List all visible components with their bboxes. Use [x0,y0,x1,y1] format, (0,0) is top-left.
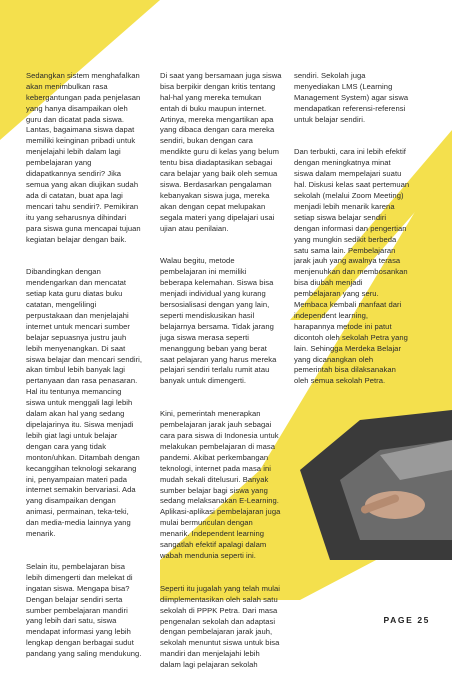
paragraph: Kini, pemerintah menerapkan pembelajaran jarak jauh sebagai cara para siswa di Indonesia untuk melakukan pembelajaran di masa pandemi. Akibat perkembangan teknologi, internet pada masa ini mudah sekali ditelusuri. Banyak sumber belajar bagi siswa yang sedang melaksanakan E-Learning. Aplikasi-aplikasi pembelajaran juga mulai bermunculan dengan menarik. Independent learning sangatlah efektif apalagi dalam wabah mendunia seperti ini. [160,409,281,560]
paragraph: Dan terbukti, cara ini lebih efektif dengan meningkatnya minat siswa dalam mempelajari suatu hal. Diskusi kelas saat pertemuan sekolah (melalui Zoom Meeting) menjadi lebih menarik karena setiap siswa belajar sendiri dengan informasi dan pengertian yang mungkin sedikit berbeda satu sama lain. Pembelajaran jarak jauh yang awalnya terasa menjenuhkan dan membosankan bisa diubah menjadi pembelajaran yang seru. Membaca kembali manfaat dari independent learning, harapannya metode ini patut dicontoh oleh sekolah Petra yang lain. Sehingga Merdeka Belajar yang dicanangkan oleh pemerintah bisa dilaksanakan oleh semua sekolah Petra. [294,147,410,386]
text-column-1 [26,60,154,682]
paragraph: Sedangkan sistem menghafalkan akan menimbulkan rasa kebergantungan pada penjelasan yang hanya disampaikan oleh guru dan dicatat pada siswa. Lantas, bagaimana siswa dapat memiliki keinginan pribadi untuk menjelajahi lebih dalam lagi pembelajaran yang didapatkannya sendiri? Jika semua yang akan diujikan sudah ada di catatan, buat apa lagi mencari tahu sendiri?. Pemikiran itu yang seharusnya dihindari para siswa guna mencapai tujuan kegiatan belajar dengan baik. [26,70,141,244]
paragraph: Seperti itu jugalah yang telah mulai diimplementasikan oleh salah satu sekolah di PPPK Petra. Dari masa pengenalan sekolah dan adaptasi dengan pembelajaran jarak jauh, sekolah menuntut siswa untuk bisa mandiri dan menjelajahi lebih dalam lagi pelajaran sekolah [160,583,280,670]
paragraph: Walau begitu, metode pembelajaran ini memiliki beberapa kelemahan. Siswa bisa menjadi individual yang kurang bersosialisasi dengan yang lain, seperti mendiskusikan hasil belajarnya bersama. Tidak jarang juga siswa merasa seperti menanggung beban yang berat saat pelajaran yang harus mereka pelajari sendiri terlalu rumit atau banyak untuk dimengerti. [160,256,277,386]
text-column-3 [294,60,422,409]
paragraph: Di saat yang bersamaan juga siswa bisa berpikir dengan kritis tentang hal-hal yang mereka temukan entah di buku maupun internet. Artinya, mereka mengartikan apa yang dibaca dengan cara mereka sendiri, bukan dengan cara mendikte guru di kelas yang belum tentu bisa diadaptasikan sebagai cara belajar yang baik oleh semua siswa. Berdasarkan pengalaman kebanyakan siswa juga, mereka akan dengan cepat melupakan segala materi yang dipelajari usai ujian atau penilaian. [160,70,282,233]
paragraph: Selain itu, pembelajaran bisa lebih dimengerti dan melekat di ingatan siswa. Mengapa bisa? Dengan belajar sendiri serta sumber pembelajaran mandiri yang lebih dari satu, siswa mendapat informasi yang lebih lengkap dengan berbagai sudut pandang yang saling mendukung. [26,561,142,659]
paragraph: Dibandingkan dengan mendengarkan dan mencatat setiap kata guru diatas buku catatan, mengelilingi perpustakaan dan menjelajahi internet untuk mencari sumber belajar sepuasnya justru jauh lebih menyenangkan. Di saat siswa belajar dan mencari sendiri, akan timbul lebih banyak lagi pertanyaan dan rasa penasaran. Hal itu tentunya memancing siswa untuk menggali lagi lebih dalam akan hal yang sedang dipelajarinya itu. Siswa menjadi lebih giat lagi untuk belajar dengan cara yang tidak monton/uhkan. Ditambah dengan kecanggihan teknologi sekarang ini, penyampaian materi pada internet semakin bervariasi. Ada yang disampaikan dengan animasi, permainan, teka-teki, dan media-media lainnya yang menarik. [26,267,143,539]
paragraph: sendiri. Sekolah juga menyediakan LMS (Learning Management System) agar siswa mendapatkan referensi-referensi untuk belajar sendiri. [294,70,409,124]
text-column-2 [160,60,284,693]
page-number: PAGE 25 [383,615,430,625]
